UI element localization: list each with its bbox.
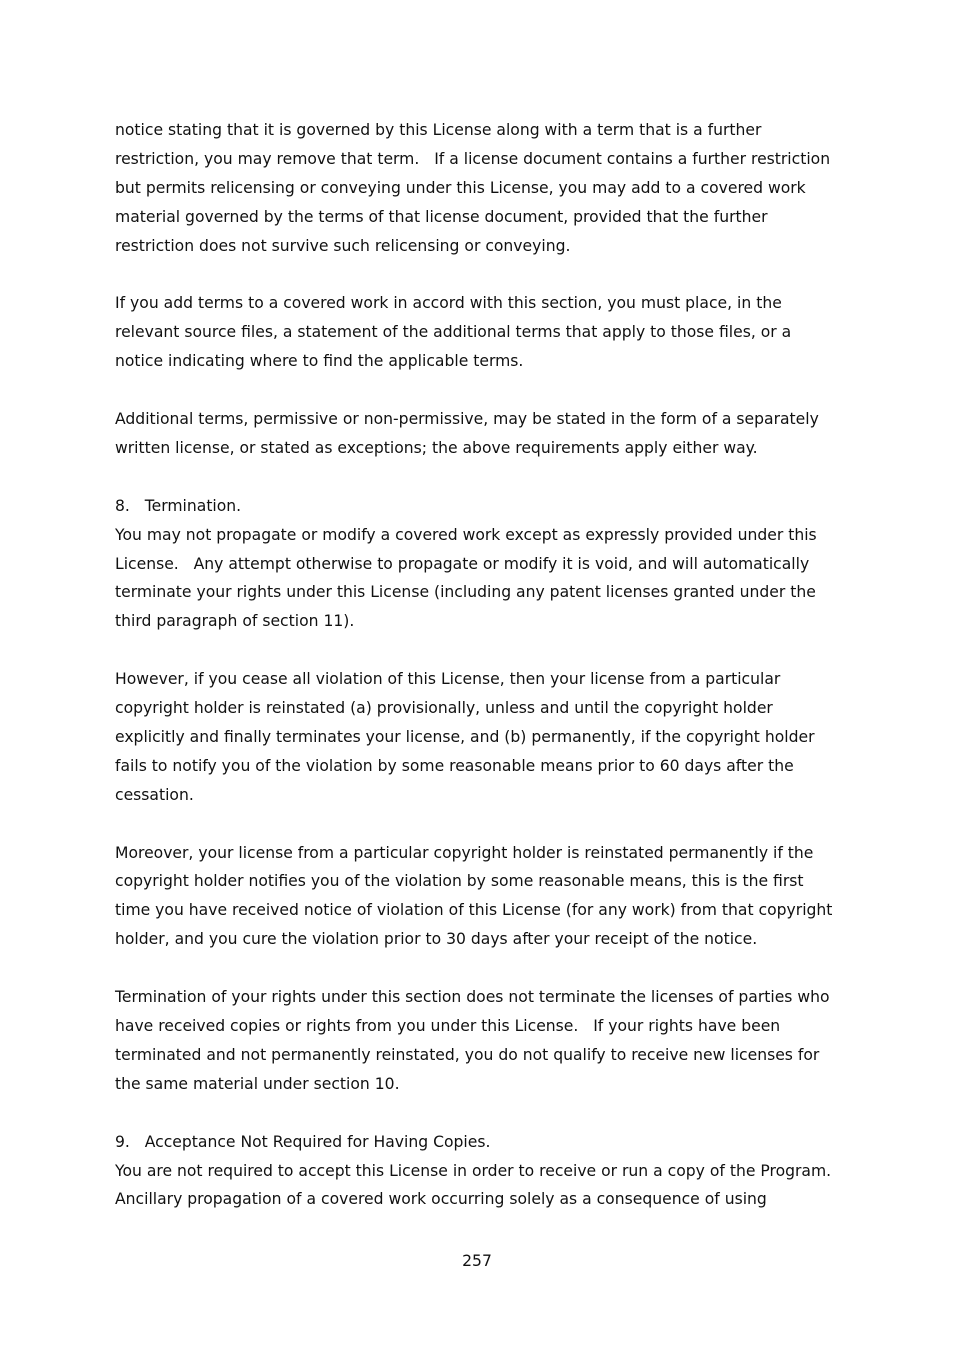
paragraph: However, if you cease all violation of this License, then your license from a particular copyright holder is reinstated (a) provisionally, unless and until the copyright holder explicitly and finally terminates your license, and (b) permanently, if the copyright holder fails to notify you of the violation by some reasonable means prior to 60 days after the cessation. — [115, 670, 820, 804]
paragraph: Moreover, your license from a particular copyright holder is reinstated permanently if the copyright holder notifies you of the violation by some reasonable means, this is the first time you have received notice of violation of this License (for any work) from that copyright holder, and you cure the violation prior to 30 days after your receipt of the notice. — [115, 843, 838, 949]
paragraph: You are not required to accept this License in order to receive or run a copy of the Program. Ancillary propagation of a covered work occurring solely as a consequence of using — [115, 1161, 837, 1209]
section-heading-acceptance: 9. Acceptance Not Required for Having Copies. — [115, 1132, 491, 1151]
paragraph: notice stating that it is governed by this License along with a term that is a further restriction, you may remove that term. If a license document contains a further restriction but permits relicensing or conveying under this License, you may add to a covered work material governed by the terms of that license document, provided that the further restriction does not survive such relicensing or conveying. — [115, 121, 836, 255]
document-body — [115, 116, 843, 1214]
paragraph: If you add terms to a covered work in accord with this section, you must place, in the relevant source files, a statement of the additional terms that apply to those files, or a notice indicating where to find the applicable terms. — [115, 294, 797, 371]
paragraph: You may not propagate or modify a covered work except as expressly provided under this License. Any attempt otherwise to propagate or modify it is void, and will automatically terminate your rights under this License (including any patent licenses granted under the third paragraph of section 11). — [115, 525, 822, 631]
section-heading-termination: 8. Termination. — [115, 496, 242, 515]
paragraph: Termination of your rights under this section does not terminate the licenses of parties who have received copies or rights from you under this License. If your rights have been terminated and not permanently reinstated, you do not qualify to receive new licenses for the same material under section 10. — [115, 988, 835, 1093]
paragraph: Additional terms, permissive or non-permissive, may be stated in the form of a separately written license, or stated as exceptions; the above requirements apply either way. — [115, 410, 824, 457]
page-number: 257 — [462, 1252, 492, 1270]
